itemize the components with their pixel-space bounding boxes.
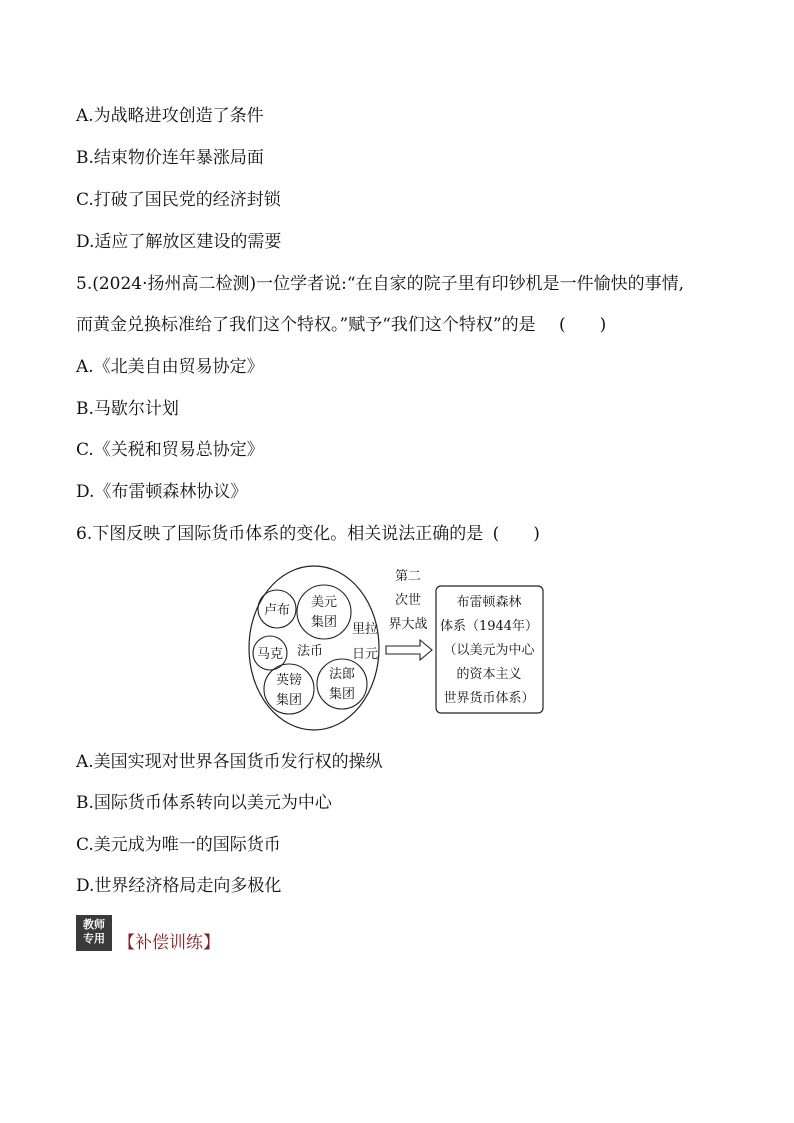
teacher-badge-line2: 专用 xyxy=(83,932,105,945)
q6-answer-paren: ( ) xyxy=(492,524,540,544)
yen-label: 日元 xyxy=(351,647,379,662)
franc-label-2: 集团 xyxy=(328,687,356,702)
transition-arrow xyxy=(386,640,432,660)
usd-bloc-circle xyxy=(297,585,351,639)
q6-option-a: A.美国实现对世界各国货币发行权的操纵 xyxy=(76,752,383,772)
box-line-1: 布雷顿森林 xyxy=(456,595,522,610)
currency-system-diagram xyxy=(248,562,548,734)
q5-option-b: B.马歇尔计划 xyxy=(76,399,179,419)
lira-label: 里拉 xyxy=(351,622,379,637)
supplement-training-label: 【补偿训练】 xyxy=(118,933,220,953)
mark-label: 马克 xyxy=(256,647,284,662)
box-line-5: 世界货币体系） xyxy=(443,691,535,706)
q6-option-d: D.世界经济格局走向多极化 xyxy=(76,876,282,896)
ww2-label-3: 界大战 xyxy=(388,617,428,632)
q5-option-d: D.《布雷顿森林协议》 xyxy=(76,482,248,502)
box-line-4: 的资本主义 xyxy=(456,667,522,682)
q6-stem xyxy=(76,522,540,546)
q6-option-b: B.国际货币体系转向以美元为中心 xyxy=(76,793,332,813)
teacher-badge-line1: 教师 xyxy=(83,918,105,931)
sterling-label-2: 集团 xyxy=(275,693,303,708)
q5-option-c: C.《关税和贸易总协定》 xyxy=(76,440,264,460)
q5-option-a: A.《北美自由贸易协定》 xyxy=(76,357,264,377)
q4-option-b: B.结束物价连年暴涨局面 xyxy=(76,148,264,168)
q4-option-c: C.打破了国民党的经济封锁 xyxy=(76,190,281,210)
diagram-svg xyxy=(248,562,548,734)
q5-stem-line1: 5.(2024·扬州高二检测)一位学者说:“在自家的院子里有印钞机是一件愉快的事情, xyxy=(76,274,684,294)
usd-bloc-label-1: 美元 xyxy=(310,595,338,610)
q5-stem-line2 xyxy=(76,313,606,337)
fabi-label: 法币 xyxy=(296,644,324,659)
q5-stem-text: 而黄金兑换标准给了我们这个特权。”赋予“我们这个特权”的是 xyxy=(76,315,536,335)
ruble-label: 卢布 xyxy=(263,603,291,618)
q5-answer-paren: ( ) xyxy=(558,315,607,335)
q6-stem-text: 6.下图反映了国际货币体系的变化。相关说法正确的是 xyxy=(76,524,484,544)
sterling-label-1: 英镑 xyxy=(275,673,303,688)
franc-label-1: 法郎 xyxy=(328,667,356,682)
usd-bloc-label-2: 集团 xyxy=(310,615,338,630)
teacher-only-badge xyxy=(76,915,112,951)
box-line-2: 体系（1944年） xyxy=(439,619,539,634)
ww2-label-1: 第二 xyxy=(394,569,422,584)
q4-option-d: D.适应了解放区建设的需要 xyxy=(76,232,282,252)
box-line-3: （以美元为中心 xyxy=(443,643,535,658)
q4-option-a: A.为战略进攻创造了条件 xyxy=(76,106,264,126)
ww2-label-2: 次世 xyxy=(394,593,422,608)
q6-option-c: C.美元成为唯一的国际货币 xyxy=(76,835,281,855)
